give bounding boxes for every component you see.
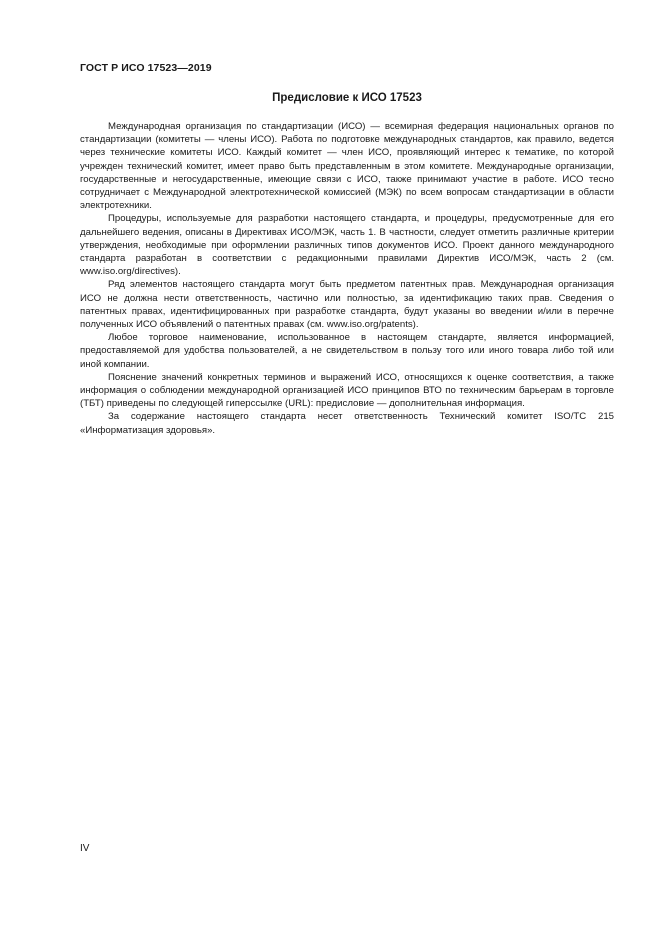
paragraph-patents: Ряд элементов настоящего стандарта могут быть предметом патентных прав. Международная организация ИСО не должна нести ответственность, частично или полностью, за идентификацию таких прав. Сведения о патентных правах, идентифицированных при разработке стандарта, будут указаны во введении и/или в перечне полученных ИСО объявлений о патентных правах (см. www.iso.org/patents). xyxy=(80,279,614,331)
paragraph-iso-overview: Международная организация по стандартизации (ИСО) — всемирная федерация национальных органов по стандартизации (комитеты — члены ИСО). Работа по подготовке международных стандартов, как правило, ведется через технические комитеты ИСО. Каждый комитет — член ИСО, проявляющий интерес к тематике, по которой учрежден технический комитет, имеет право быть представленным в этом комитете. Международные организации, государственные и негосударственные, имеющие связи с ИСО, также принимают участие в работе. ИСО тесно сотрудничает с Международной электротехнической комиссией (МЭК) по всем вопросам стандартизации в области электротехники. xyxy=(80,121,614,212)
standard-id-header: ГОСТ Р ИСО 17523—2019 xyxy=(80,62,212,74)
page-number: IV xyxy=(80,843,90,854)
page-title: Предисловие к ИСО 17523 xyxy=(272,92,422,104)
foreword-body xyxy=(80,120,614,437)
paragraph-trade-names: Любое торговое наименование, использованное в настоящем стандарте, является информацией, предоставляемой для удобства пользователей, а не свидетельством в пользу того или иного товара либо той или иной компании. xyxy=(80,332,614,370)
paragraph-responsibility: За содержание настоящего стандарта несет ответственность Технический комитет ISO/TC 215 «Информатизация здоровья». xyxy=(80,411,614,436)
paragraph-procedures: Процедуры, используемые для разработки настоящего стандарта, и процедуры, предусмотренные для его дальнейшего ведения, описаны в Директивах ИСО/МЭК, часть 1. В частности, следует отметить различные критерии утверждения, необходимые при оформлении различных типов документов ИСО. Проект данного международного стандарта разработан в соответствии с редакционными правилами Директив ИСО/МЭК, часть 2 (см. www.iso.org/directives). xyxy=(80,213,614,278)
paragraph-terms-explanation: Пояснение значений конкретных терминов и выражений ИСО, относящихся к оценке соответствия, а также информация о соблюдении международной организацией ИСО принципов ВТО по техническим барьерам в торговле (ТБТ) приведены по следующей гиперссылке (URL): предисловие — дополнительная информация. xyxy=(80,371,614,410)
